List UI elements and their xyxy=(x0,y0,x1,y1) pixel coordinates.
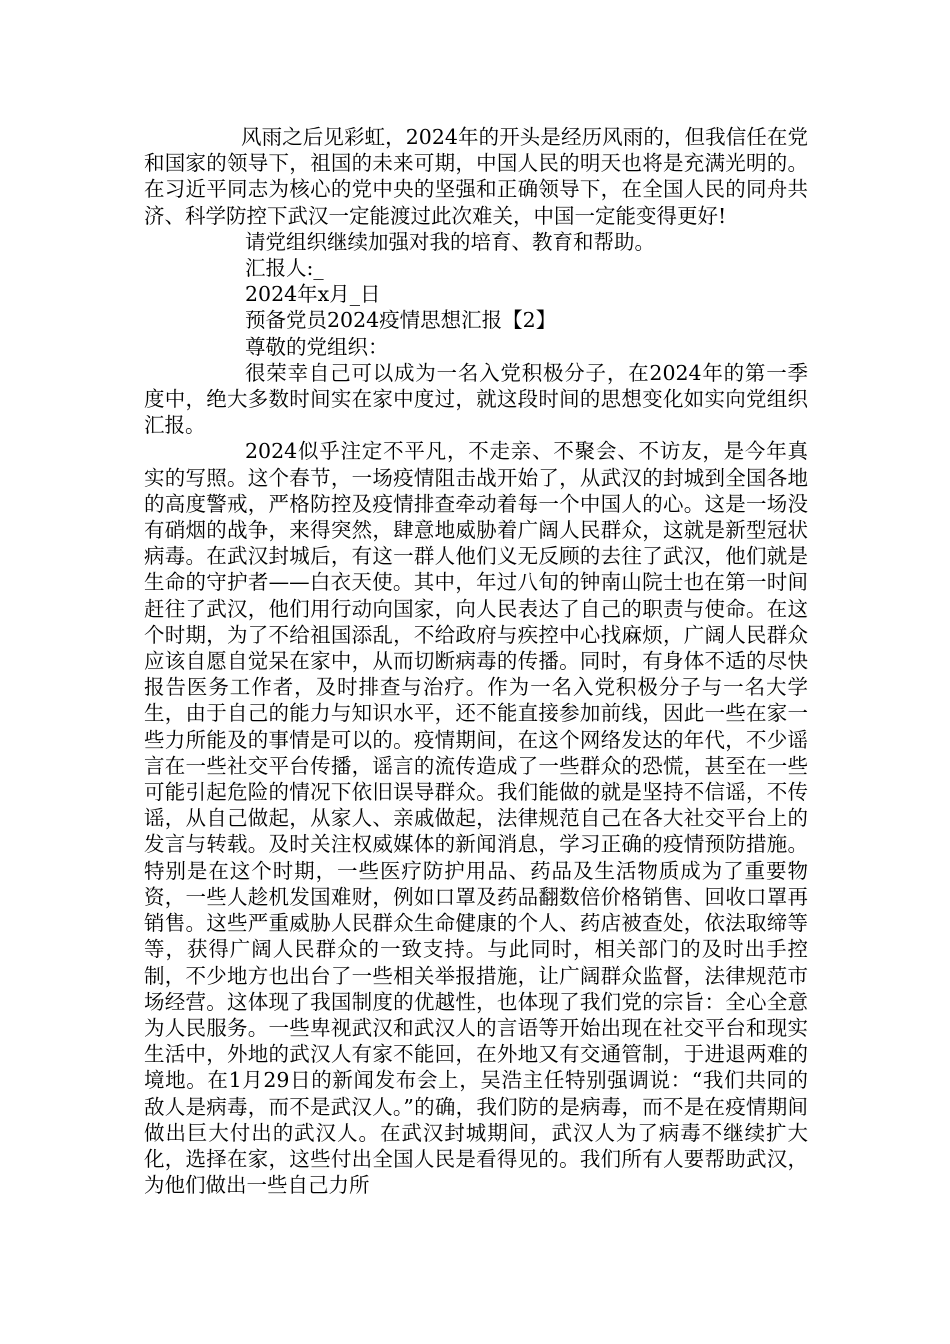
paragraph-1: 风雨之后见彩虹，2024年的开头是经历风雨的，但我信任在党和国家的领导下，祖国的未来可期，中国人民的明天也将是充满光明的。在习近平同志为核心的党中央的坚强和正确领导下，在全国人民的同舟共济、科学防控下武汉一定能渡过此次难关，中国一定能变得更好! xyxy=(144,125,808,228)
salutation: 尊敬的党组织： xyxy=(245,334,389,359)
section-title: 预备党员2024疫情思想汇报【2】 xyxy=(245,308,557,333)
date-line: 2024年x月_日 xyxy=(245,282,381,307)
paragraph-3: 2024似乎注定不平凡，不走亲、不聚会、不访友，是今年真实的写照。这个春节，一场疫情阻击战开始了，从武汉的封城到全国各地的高度警戒，严格防控及疫情排查牵动着每一个中国人的心。这是一场没有硝烟的战争，来得突然，肆意地威胁着广阔人民群众，这就是新型冠状病毒。在武汉封城后，有这一群人他们义无反顾的去往了武汉，他们就是生命的守护者——白衣天使。其中，年过八旬的钟南山院士也在第一时间赶往了武汉，他们用行动向国家，向人民表达了自己的职责与使命。在这个时期，为了不给祖国添乱，不给政府与疾控中心找麻烦，广阔人民群众应该自愿自觉呆在家中，从而切断病毒的传播。同时，有身体不适的尽快报告医务工作者，及时排查与治疗。作为一名入党积极分子与一名大学生，由于自己的能力与知识水平，还不能直接参加前线，因此一些在家一些力所能及的事情是可以的。疫情期间，在这个网络发达的年代，不少谣言在一些社交平台传播，谣言的流传造成了一些群众的恐慌，甚至在一些可能引起危险的情况下依旧误导群众。我们能做的就是坚持不信谣，不传谣，从自己做起，从家人、亲戚做起，法律规范自己在各大社交平台上的发言与转载。及时关注权威媒体的新闻消息，学习正确的疫情预防措施。特别是在这个时期，一些医疗防护用品、药品及生活物质成为了重要物资，一些人趁机发国难财，例如口罩及药品翻数倍价格销售、回收口罩再销售。这些严重威胁人民群众生命健康的个人、药店被查处，依法取缔等等，获得广阔人民群众的一致支持。与此同时，相关部门的及时出手控制，不少地方也出台了一些相关举报措施，让广阔群众监督，法律规范市场经营。这体现了我国制度的优越性，也体现了我们党的宗旨：全心全意为人民服务。一些卑视武汉和武汉人的言语等开始出现在社交平台和现实生活中，外地的武汉人有家不能回，在外地又有交通管制，于进退两难的境地。在1月29日的新闻发布会上，吴浩主任特别强调说：“我们共同的敌人是病毒，而不是武汉人。”的确，我们防的是病毒，而不是在疫情期间做出巨大付出的武汉人。在武汉封城期间，武汉人为了病毒不继续扩大化，选择在家，这些付出全国人民是看得见的。我们所有人要帮助武汉，为他们做出一些自己力所 xyxy=(144,439,808,1198)
request-line: 请党组织继续加强对我的培育、教育和帮助。 xyxy=(245,229,655,254)
document-body xyxy=(144,124,808,1198)
paragraph-2: 很荣幸自己可以成为一名入党积极分子，在2024年的第一季度中，绝大多数时间实在家中度过，就这段时间的思想变化如实向党组织汇报。 xyxy=(144,360,808,438)
reporter-line: 汇报人:_ xyxy=(245,256,324,281)
